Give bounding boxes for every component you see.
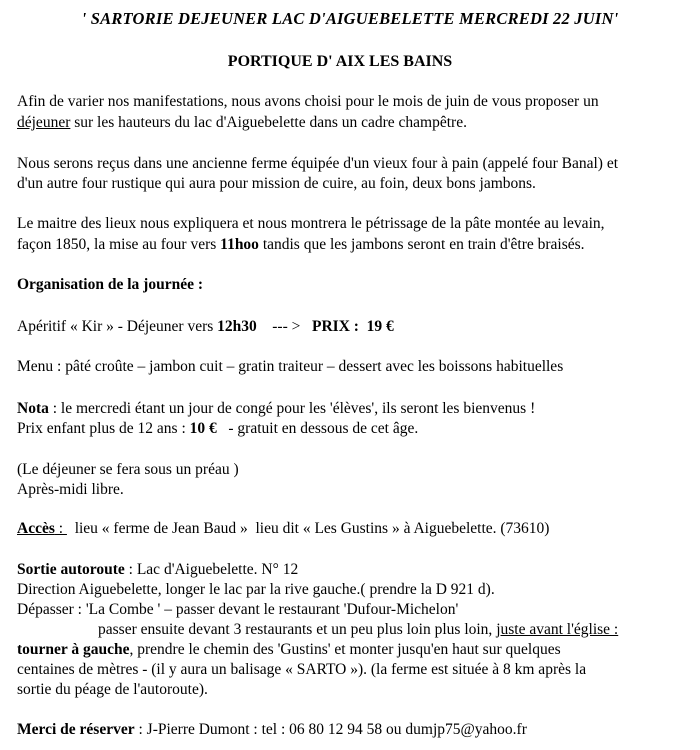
prix-label: PRIX : 19 € <box>312 318 394 335</box>
intro-line-2: déjeuner sur les hauteurs du lac d'Aiguebelette dans un cadre champêtre. <box>17 114 467 131</box>
maitre-line-1: Le maitre des lieux nous expliquera et nous montrera le pétrissage de la pâte montée au levain, <box>17 215 605 232</box>
acces-line: Accès : lieu « ferme de Jean Baud » lieu dit « Les Gustins » à Aiguebelette. (73610) <box>17 520 550 537</box>
ferme-line-1: Nous serons reçus dans une ancienne ferme équipée d'un vieux four à pain (appelé four Banal) et <box>17 155 619 172</box>
peage-line: sortie du péage de l'autoroute). <box>17 681 208 698</box>
prix-enfant-line: Prix enfant plus de 12 ans : 10 € - gratuit en dessous de cet âge. <box>17 420 419 437</box>
preau-line: (Le déjeuner se fera sous un préau ) <box>17 461 239 478</box>
document-subtitle: PORTIQUE D' AIX LES BAINS <box>227 53 453 70</box>
apres-midi-line: Après-midi libre. <box>17 481 124 498</box>
document-title: ' SARTORIE DEJEUNER LAC D'AIGUEBELETTE MERCREDI 22 JUIN' <box>81 9 619 28</box>
dejeuner-underlined: déjeuner <box>17 114 71 131</box>
intro-line-1: Afin de varier nos manifestations, nous avons choisi pour le mois de juin de vous proposer un <box>17 93 599 110</box>
sortie-autoroute-line: Sortie autoroute : Lac d'Aiguebelette. N° 12 <box>17 561 299 578</box>
tourner-line: tourner à gauche, prendre le chemin des 'Gustins' et monter jusqu'en haut sur quelques <box>17 641 561 658</box>
depasser-line: Dépasser : 'La Combe ' – passer devant le restaurant 'Dufour-Michelon' <box>17 601 459 618</box>
ferme-line-2: d'un autre four rustique qui aura pour mission de cuire, au foin, deux bons jambons. <box>17 175 536 192</box>
menu-line: Menu : pâté croûte – jambon cuit – gratin traiteur – dessert avec les boissons habituelles <box>17 358 564 375</box>
centaines-line: centaines de mètres - (il y aura un balisage « SARTO »). (la ferme est située à 8 km après la <box>17 661 587 678</box>
passer-line: passer ensuite devant 3 restaurants et un peu plus loin plus loin, juste avant l'église : <box>98 621 619 638</box>
aperitif-line: Apéritif « Kir » - Déjeuner vers 12h30 --- > PRIX : 19 € <box>17 318 394 335</box>
maitre-line-2: façon 1850, la mise au four vers 11hoo tandis que les jambons seront en train d'être braisés. <box>17 236 585 253</box>
organisation-heading: Organisation de la journée : <box>17 276 203 293</box>
direction-line: Direction Aiguebelette, longer le lac par la rive gauche.( prendre la D 921 d). <box>17 581 495 598</box>
nota-line: Nota : le mercredi étant un jour de congé pour les 'élèves', ils seront les bienvenus ! <box>17 400 536 417</box>
merci-line: Merci de réserver : J-Pierre Dumont : tel : 06 80 12 94 58 ou dumjp75@yahoo.fr <box>17 721 527 738</box>
